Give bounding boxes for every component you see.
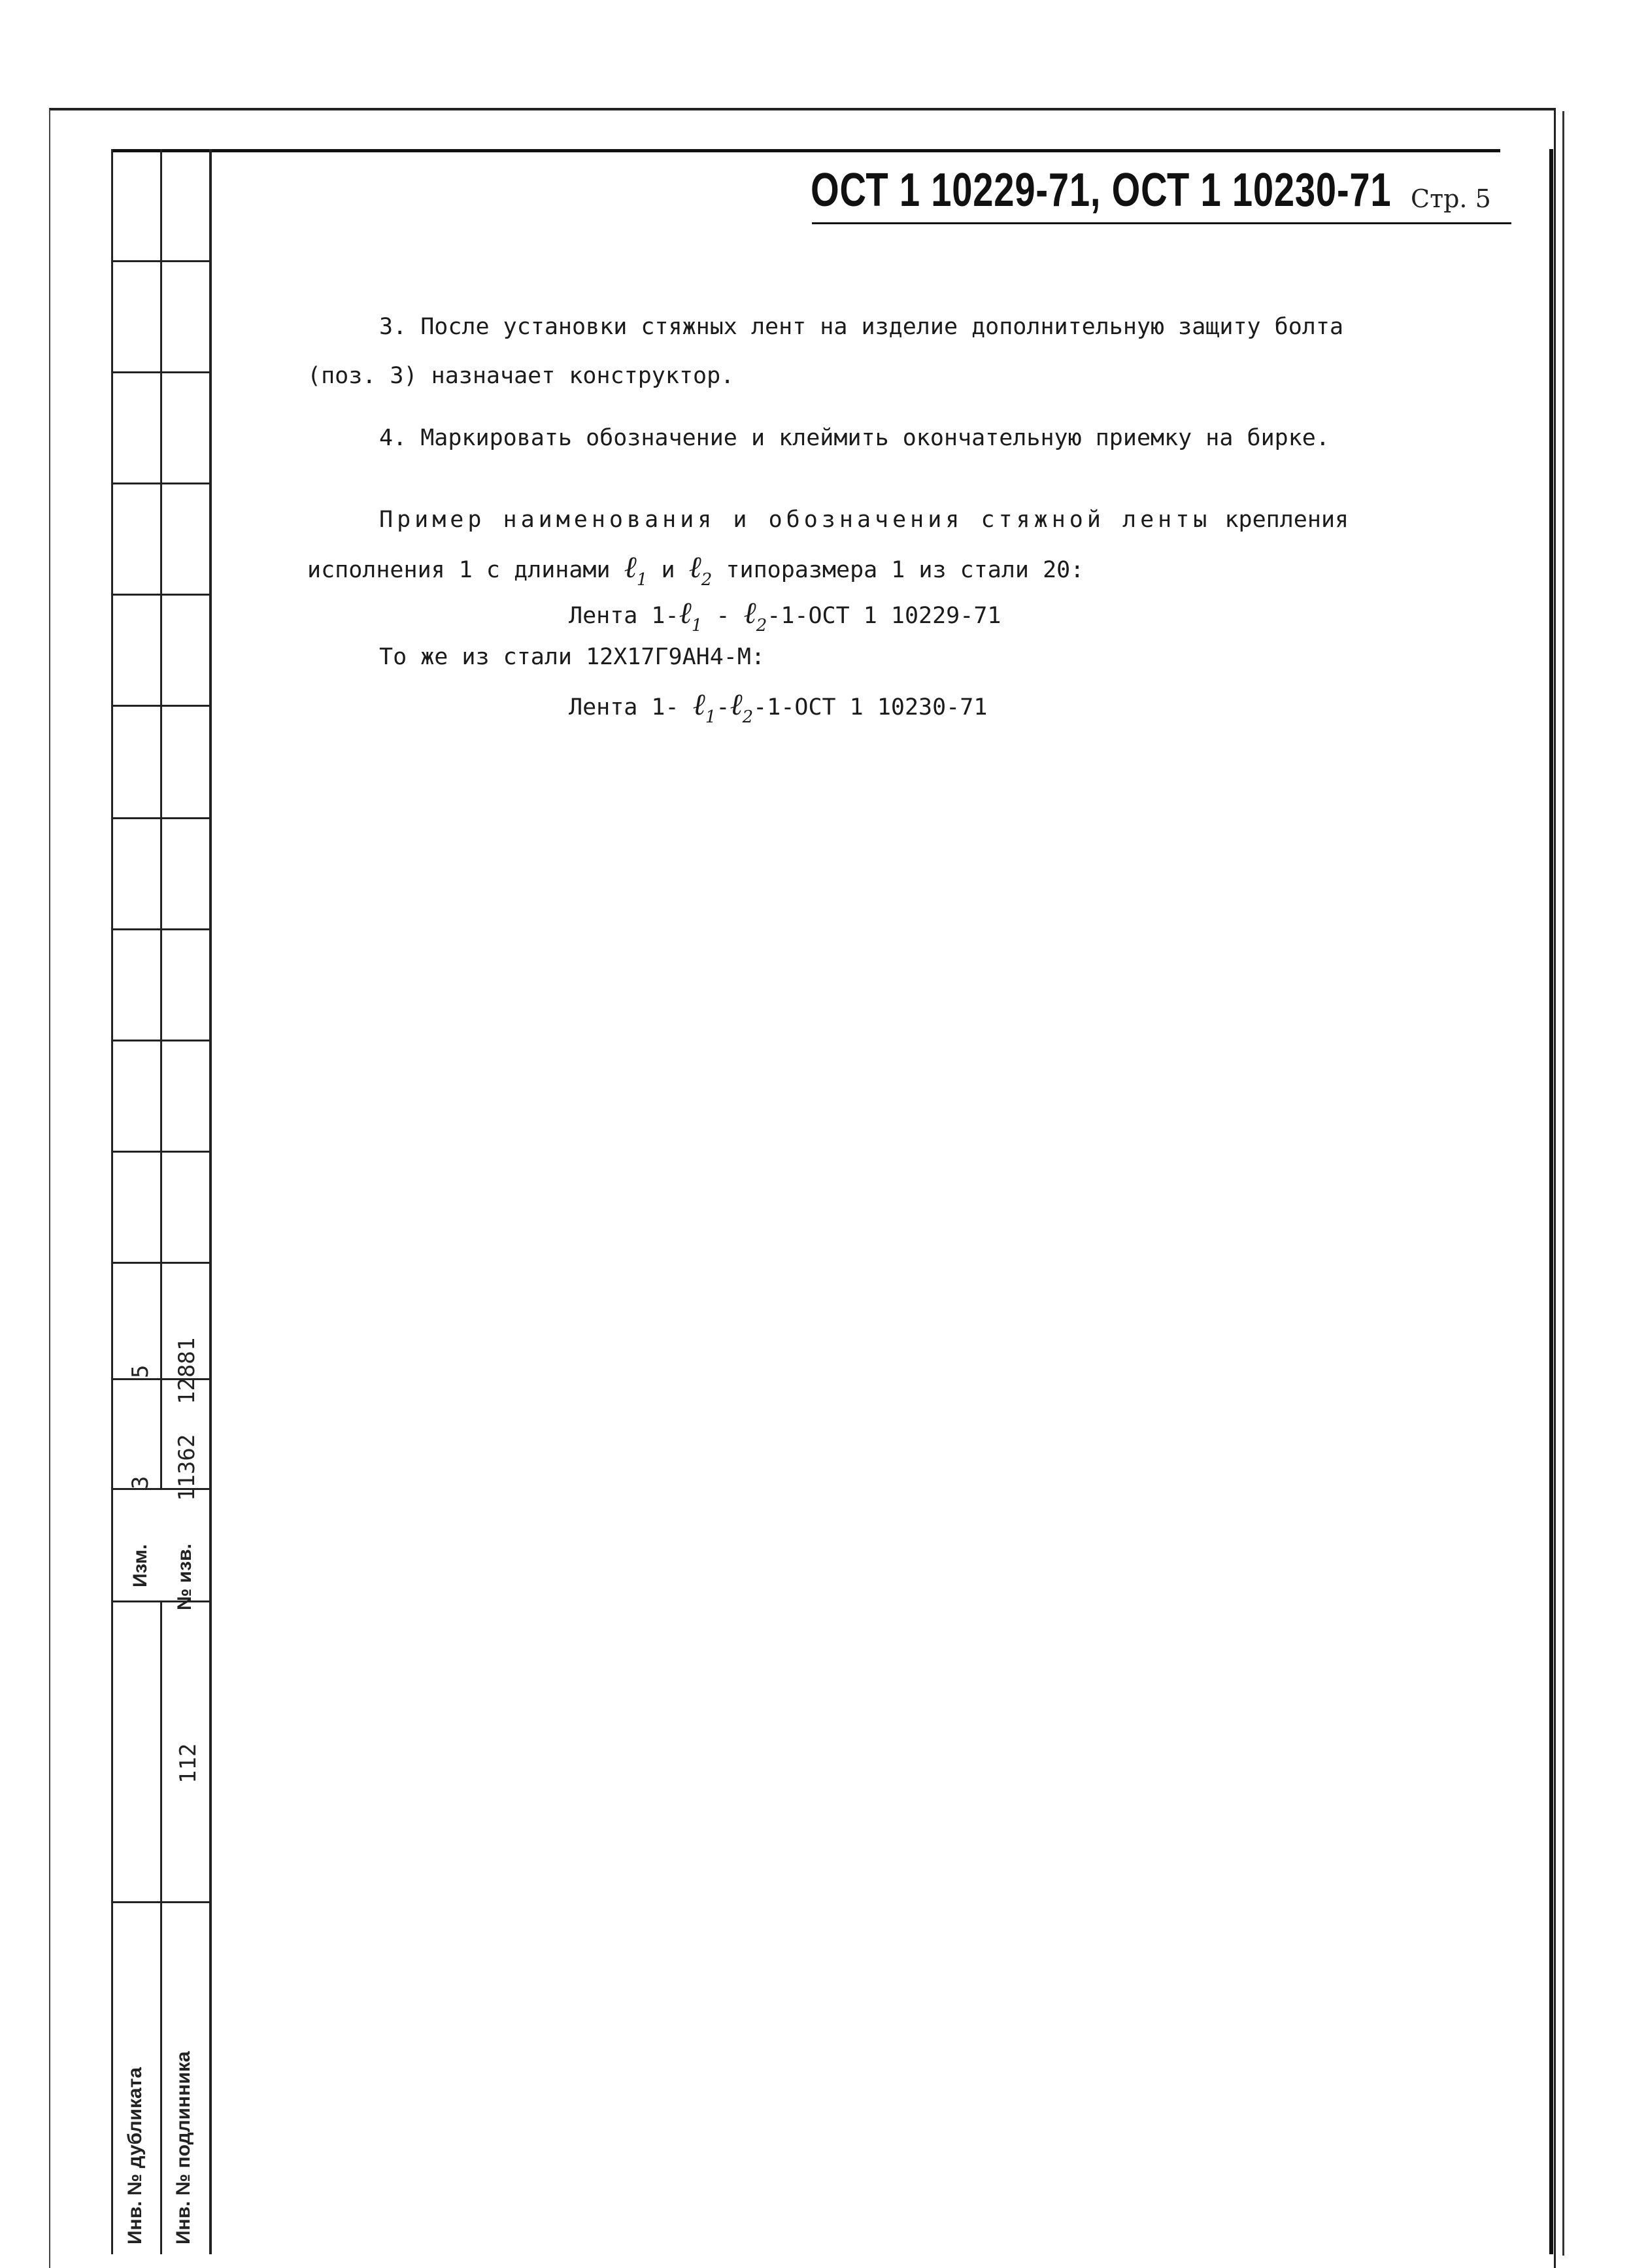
ell-symbol: ℓ: [688, 549, 701, 584]
frame-left-border: [209, 149, 212, 2254]
stamp-row-line: [111, 1151, 209, 1153]
ell-symbol: ℓ: [692, 686, 705, 722]
ell-subscript: 1: [705, 707, 716, 727]
ell-subscript: 1: [636, 570, 648, 590]
example-line2-and: и: [661, 557, 675, 583]
ell-subscript: 2: [742, 707, 754, 727]
example-intro: [379, 507, 1349, 533]
ell-symbol: ℓ: [679, 595, 692, 630]
stamp-row-line: [111, 817, 209, 819]
example-line2-a: исполнения 1 с длинами: [307, 557, 611, 583]
tape2-suffix: -1-ОСТ 1 10230-71: [753, 694, 988, 720]
izm-label: Изм.: [129, 1544, 151, 1587]
item3-line1: 3. После установки стяжных лент на изделие дополнительную защиту болта: [379, 314, 1344, 340]
example-intro-spaced: Пример наименования и обозначения стяжной ленты: [379, 507, 1211, 533]
page-label: Стр. 5: [1411, 184, 1491, 213]
tape2-designation: [569, 686, 988, 727]
izv-value-11362: 11362: [174, 1434, 200, 1501]
izv-value-12881: 12881: [174, 1337, 200, 1404]
stamp-row-line: [111, 371, 209, 373]
ell-symbol: ℓ: [743, 595, 756, 630]
tape2-dash: -: [716, 694, 730, 720]
stamp-row-line: [111, 260, 209, 262]
dup-inv-label: Инв. № дубликата: [124, 2067, 146, 2244]
frame-right-edge: [1562, 111, 1564, 2256]
stamp-row-line: [111, 1262, 209, 1264]
izm-value-3: 3: [127, 1476, 154, 1489]
stamp-left-line: [111, 149, 113, 2254]
frame-right-border: [1549, 149, 1553, 2254]
izm-value-5: 5: [127, 1364, 154, 1378]
example-line2: [307, 549, 1085, 590]
stamp-row-line: [111, 928, 209, 930]
stamp-row-line: [111, 1901, 209, 1903]
stamp-row-line: [111, 482, 209, 484]
ell-subscript: 2: [756, 616, 767, 635]
stamp-row-line: [111, 594, 209, 596]
stamp-row-line: [111, 705, 209, 707]
ell-symbol: ℓ: [624, 549, 637, 584]
example-intro-rest: крепления: [1224, 507, 1349, 533]
stamp-mid-line: [160, 149, 162, 1489]
doc-code: ОСТ 1 10229-71, ОСТ 1 10230-71: [811, 164, 1392, 216]
tape1-prefix: Лента 1-: [569, 603, 679, 629]
ell-symbol: ℓ: [730, 686, 743, 722]
tape1-designation: [569, 595, 1001, 635]
item3-line2: (поз. 3) назначает конструктор.: [307, 363, 735, 389]
orig-inv-value: 112: [175, 1743, 201, 1784]
example-line2-b: типоразмера 1 из стали 20:: [726, 557, 1085, 583]
stamp-column: [111, 149, 209, 2254]
item4: 4. Маркировать обозначение и клеймить окончательную приемку на бирке.: [379, 425, 1330, 451]
doc-header: [811, 163, 1517, 222]
orig-inv-label: Инв. № подлинника: [173, 2051, 194, 2244]
ell-subscript: 1: [691, 616, 703, 635]
stamp-row-line: [111, 1040, 209, 1041]
ell-subscript: 2: [701, 570, 713, 590]
stamp-mid-line-lower: [160, 1600, 162, 2254]
tape2-prefix: Лента 1-: [569, 694, 679, 720]
tape1-dash: -: [716, 603, 730, 629]
frame-top-border: [111, 149, 1500, 152]
izv-label: № изв.: [174, 1544, 195, 1610]
header-underline: [812, 222, 1511, 224]
same-from-steel: То же из стали 12Х17Г9АН4-М:: [379, 644, 765, 670]
tape1-suffix: -1-ОСТ 1 10229-71: [767, 603, 1001, 629]
